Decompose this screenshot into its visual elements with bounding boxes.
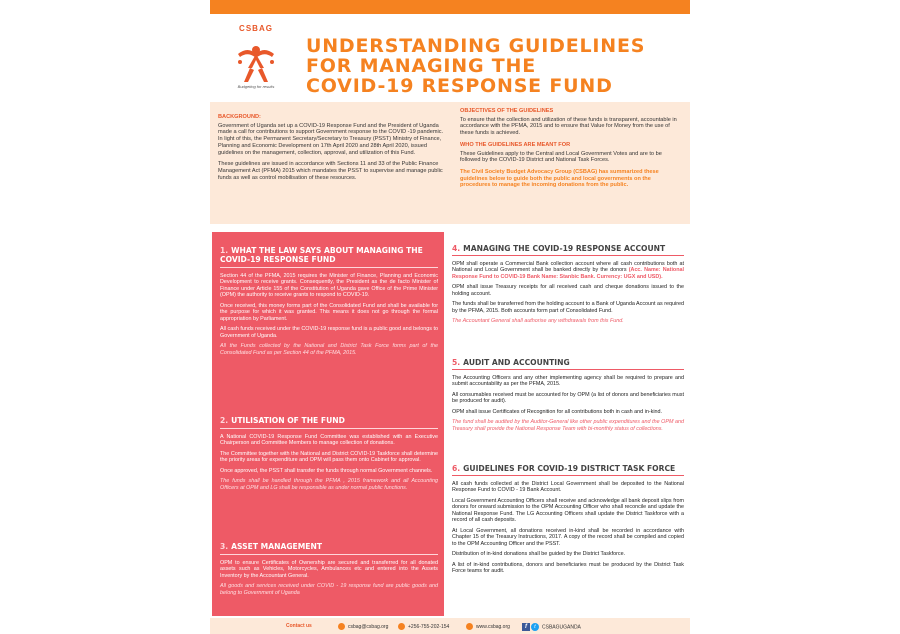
section-1-paragraph-2: Once received, this money forms part of the Consolidated Fund and shall be available for the purpose for which it was granted. This means it does not go through the formal appropriation by Parliament. — [220, 302, 438, 322]
guidelines-document — [210, 0, 690, 634]
section-1-paragraph-1: Section 44 of the PFMA, 2015 requires the Minister of Finance, Planning and Economic Development to receive grants. Consequently, the President as the de facto Minister of Finance under Article 155 of the Constitution of Uganda gave Office of the Prime Minister (OPM) the authority to receive grants to respond to COVID-19. — [220, 272, 438, 299]
footer-social-text: CSBAGUGANDA — [542, 624, 581, 631]
twitter-icon: t — [531, 623, 539, 631]
section-4-note: The Accountant General shall authorise any withdrawals from this Fund. — [452, 318, 624, 325]
section-2-title: UTILISATION OF THE FUND — [231, 416, 345, 425]
section-5-body — [452, 375, 684, 433]
facebook-icon: f — [522, 623, 530, 631]
section-4-paragraph-2: OPM shall issue Treasury receipts for all received cash and cheque donations issued to the holding account. — [452, 284, 684, 297]
section-1-body — [220, 273, 438, 357]
section-divider — [220, 267, 438, 268]
audience-heading: WHO THE GUIDELINES ARE MEANT FOR — [460, 141, 571, 148]
section-6-title: GUIDELINES FOR COVID-19 DISTRICT TASK FORCE — [463, 464, 676, 473]
section-district-taskforce — [452, 464, 684, 579]
csbag-summary-paragraph: The Civil Society Budget Advocacy Group (CSBAG) has summarized these guidelines below to guide both the public and local governments on the procedures to manage the incoming donations from the public. — [460, 168, 659, 189]
footer-website-text: www.csbag.org — [476, 623, 510, 630]
title-line-1: UNDERSTANDING GUIDELINES — [306, 35, 646, 57]
section-3-heading — [220, 542, 438, 551]
section-2-body — [220, 434, 438, 492]
section-3-body — [220, 560, 438, 597]
section-6-paragraph-3: At Local Government, all donations received in-kind shall be recorded in accordance with Chapter 15 of the Treasury Instructions, 2017. A copy of the record shall be compiled and copied to the OPM Accounting Officer and the PSST. — [452, 527, 684, 547]
left-column-panel — [212, 232, 444, 616]
section-5-title: AUDIT AND ACCOUNTING — [463, 358, 570, 367]
background-heading: BACKGROUND: — [218, 114, 261, 120]
section-4-title: MANAGING THE COVID-19 RESPONSE ACCOUNT — [463, 244, 666, 253]
section-1-paragraph-3: All cash funds received under the COVID-19 response fund is a public good and belongs to Government of Uganda. — [220, 326, 438, 339]
objectives-block — [460, 108, 682, 194]
section-5-note: The fund shall be audited by the Auditor-General like other public expenditures and the OPM and Treasury shall provide the National Response Team with bi-monthly status of collections. — [452, 419, 684, 432]
section-2-number: 2. — [220, 416, 229, 425]
bank-account-details: (Acc. Name: National Response Fund to COVID-19 Bank Name: Stanbic Bank. Currency: UGX and USD). — [452, 267, 685, 280]
background-paragraph-1: Government of Uganda set up a COVID-19 Response Fund and the President of Uganda made a call for contributions to support Government response to the COVID -19 pandemic. In light of this, the Permanent Secretary/Secretary to Treasury (PSST) Ministry of Finance, Planning and Economic Development on 17th April 2020 and 28th April 2020, issued guidelines on the management, collection, approval, and utilization of this Fund. — [218, 122, 444, 156]
section-1-title: WHAT THE LAW SAYS ABOUT MANAGING THE COVID-19 RESPONSE FUND — [220, 246, 423, 264]
section-6-paragraph-2: Local Government Accounting Officers shall receive and acknowledge all bank deposit slips from donors for onward submission to the OPM Accounting Officer who shall reconcile and update the National Response Fund. The LG Accounting Officers shall update the District Taskforce with a record of all cash deposits. — [452, 497, 684, 524]
section-4-body — [452, 261, 684, 325]
section-3-paragraph-1: OPM to ensure Certificates of Ownership are secured and transferred for all donated assets such as Vehicles, Motorcycles, Ambulances etc and entered into the Assets Inventory by the Accountant General. — [220, 559, 438, 579]
intro-panel — [210, 102, 690, 224]
phone-icon — [398, 623, 405, 630]
logo-tagline: Budgeting for results — [237, 84, 275, 89]
section-6-number: 6. — [452, 464, 461, 473]
section-1-heading — [220, 246, 438, 264]
section-6-body — [452, 481, 684, 575]
background-block — [218, 114, 448, 186]
section-utilisation — [220, 416, 438, 495]
section-6-heading — [452, 464, 684, 473]
background-paragraph-2: These guidelines are issued in accordance with Sections 11 and 33 of the Public Finance Management Act (PFMA) 2015 which mandates the PSST to supervise and manage public funds as well as control mobilisation of these resources. — [218, 161, 443, 181]
section-4-heading — [452, 244, 684, 253]
contact-label: Contact us — [286, 623, 312, 629]
section-3-number: 3. — [220, 542, 229, 551]
footer-website[interactable] — [466, 623, 510, 630]
objectives-heading: OBJECTIVES OF THE GUIDELINES — [460, 108, 554, 114]
section-audit — [452, 358, 684, 436]
top-accent-bar — [210, 0, 690, 14]
section-2-paragraph-3: Once approved, the PSST shall transfer the funds through normal Government channels. — [220, 467, 433, 474]
section-2-paragraph-1: A National COVID-19 Response Fund Committee was established with an Executive Chairperson and Committee Members to manage collection of donations. — [220, 433, 438, 447]
audience-paragraph: These Guidelines apply to the Central and Local Government Votes and are to be followed by the COVID-19 District and National Task Forces. — [460, 150, 662, 164]
logo-wordmark: CSBAG — [239, 24, 273, 33]
title-line-3: COVID-19 RESPONSE FUND — [306, 75, 613, 97]
section-3-title: ASSET MANAGEMENT — [231, 542, 323, 551]
footer-email[interactable] — [338, 623, 388, 630]
section-4-paragraph-1 — [452, 261, 684, 281]
section-law — [220, 246, 438, 360]
section-5-heading — [452, 358, 684, 367]
section-1-number: 1. — [220, 246, 229, 255]
section-account — [452, 244, 684, 329]
section-6-paragraph-5: A list of in-kind contributions, donors and beneficiaries must be produced by the District Task Force teams for audit. — [452, 561, 684, 575]
footer-phone[interactable] — [398, 623, 449, 630]
section-4-paragraph-3: The funds shall be transferred from the holding account to a Bank of Uganda Account as required by the PFMA, 2015. Both accounts form part of Consolidated Fund. — [452, 301, 684, 314]
page-title — [306, 36, 676, 96]
section-4-paragraph-1-text: OPM shall operate a Commercial Bank collection account where all cash contributions both at National and Local Government shall be banked directly by the donors — [452, 260, 684, 274]
section-assets — [220, 542, 438, 600]
csbag-logo-icon — [226, 24, 286, 92]
section-2-paragraph-2: The Committee together with the National and District COVID-19 Taskforce shall determine the priority areas for expenditure and OPM will pass them onto Cabinet for approval. — [220, 450, 438, 464]
section-4-number: 4. — [452, 244, 461, 253]
section-2-heading — [220, 416, 438, 425]
objectives-paragraph: To ensure that the collection and utilization of these funds is transparent, accountable in accordance with the PFMA, 2015 and to ensure that Value for Money from the use of these funds is achieved. — [460, 116, 677, 137]
section-divider — [452, 475, 684, 476]
section-divider — [452, 255, 684, 256]
footer-social[interactable] — [522, 623, 581, 631]
footer-email-text: csbag@csbag.org — [348, 623, 389, 630]
section-1-note: All the Funds collected by the National and District Task Force forms part of the Consolidated Fund as per Section 44 of the PFMA, 2015. — [220, 343, 438, 356]
email-icon — [338, 623, 345, 630]
section-6-paragraph-4: Distribution of in-kind donations shall be guided by the District Taskforce. — [452, 551, 626, 558]
section-3-note: All goods and services received under COVID - 19 response fund are public goods and belong to Government of Uganda — [220, 583, 438, 596]
section-6-paragraph-1: All cash funds collected at the District Local Government shall be deposited to the National Response Fund to COVID - 19 Bank Account. — [452, 480, 684, 494]
section-divider — [220, 554, 438, 555]
contact-footer — [210, 618, 690, 634]
section-5-paragraph-2: All consumables received must be accounted for by OPM (a list of donors and beneficiaries must be produced for audit). — [452, 391, 684, 405]
title-line-2: FOR MANAGING THE — [306, 55, 537, 77]
section-2-note: The funds shall be handled through the PFMA , 2015 framework and all Accounting Officers at OPM and LG shall be responsible as under normal public functions. — [220, 478, 438, 491]
section-5-paragraph-3: OPM shall issue Certificates of Recognition for all contributions both in cash and in-kind. — [452, 408, 663, 415]
globe-icon — [466, 623, 473, 630]
section-5-number: 5. — [452, 358, 461, 367]
section-divider — [220, 428, 438, 429]
section-5-paragraph-1: The Accounting Officers and any other implementing agency shall be required to prepare and submit accountability as per the PFMA, 2015. — [452, 374, 684, 388]
section-divider — [452, 369, 684, 370]
footer-phone-text: +256-755-202-154 — [408, 623, 450, 630]
